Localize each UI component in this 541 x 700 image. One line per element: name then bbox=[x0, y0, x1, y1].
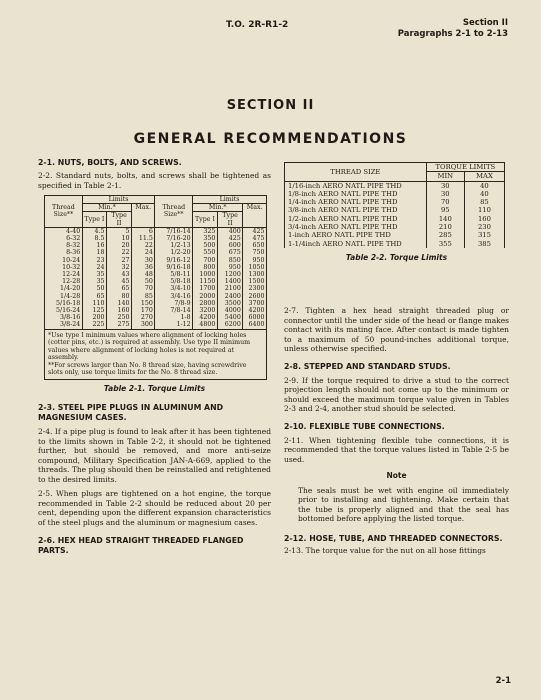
torque-cell: 1050 bbox=[243, 264, 267, 271]
to-number: T.O. 2R-R1-2 bbox=[226, 20, 289, 30]
torque-cell: 65 bbox=[107, 285, 132, 292]
torque-cell: 23 bbox=[82, 257, 106, 264]
torque-cell: 32 bbox=[107, 264, 132, 271]
torque-limits-table-2 bbox=[284, 162, 505, 248]
torque-cell: 150 bbox=[132, 300, 155, 307]
torque-cell: 65 bbox=[82, 293, 106, 300]
col-min: MIN bbox=[426, 172, 464, 181]
torque-cell: 22 bbox=[132, 242, 155, 249]
torque-cell: 6000 bbox=[243, 314, 267, 321]
torque-cell: 650 bbox=[243, 242, 267, 249]
torque-cell: 315 bbox=[464, 231, 504, 239]
torque-cell: 110 bbox=[82, 300, 106, 307]
table-1-note-1: *Use type I minimum values where alignment of locking holes (cotter pins, etc.) is required at assembly. Use type II minimum values where alignment of locking holes is not required at assembly. bbox=[48, 331, 251, 362]
thread-size-cell: 3/4-10 bbox=[155, 285, 193, 292]
torque-cell: 170 bbox=[132, 307, 155, 314]
torque-cell: 230 bbox=[464, 223, 504, 231]
torque-cell: 4.5 bbox=[82, 227, 106, 235]
torque-cell: 30 bbox=[132, 257, 155, 264]
torque-cell: 2400 bbox=[217, 293, 242, 300]
header-section-info bbox=[398, 18, 508, 40]
thread-size-cell: 5/8-11 bbox=[155, 271, 193, 278]
torque-cell: 110 bbox=[464, 206, 504, 214]
thread-size-cell: 3/4-16 bbox=[155, 293, 193, 300]
torque-cell: 425 bbox=[217, 235, 242, 242]
torque-cell: 475 bbox=[243, 235, 267, 242]
torque-cell: 1300 bbox=[243, 271, 267, 278]
torque-cell: 50 bbox=[132, 278, 155, 285]
table-row bbox=[285, 206, 505, 214]
main-title: GENERAL RECOMMENDATIONS bbox=[133, 131, 408, 147]
col-min-left: Min.* bbox=[82, 204, 131, 212]
table-row bbox=[45, 271, 267, 278]
torque-cell: 70 bbox=[132, 285, 155, 292]
torque-cell: 27 bbox=[107, 257, 132, 264]
torque-cell: 2300 bbox=[243, 285, 267, 292]
table-1-notes bbox=[45, 329, 267, 379]
table-row bbox=[45, 235, 267, 242]
right-column bbox=[284, 162, 509, 555]
thread-size-cell: 7/8-9 bbox=[155, 300, 193, 307]
heading-2-1: 2-1. NUTS, BOLTS, AND SCREWS. bbox=[38, 158, 182, 167]
torque-cell: 275 bbox=[107, 321, 132, 329]
torque-cell: 35 bbox=[82, 278, 106, 285]
torque-cell: 500 bbox=[193, 242, 218, 249]
table-row bbox=[285, 223, 505, 231]
paragraph-2-7: 2-7. Tighten a hex head straight threaded plug or connector until the under side of the head or flange makes contact with its mating face. After contact is made tighten to a maximum of 50 pound-inches additional torque, unless otherwise specified. bbox=[284, 306, 509, 354]
thread-size-cell: 12-28 bbox=[45, 278, 83, 285]
thread-size-cell: 1-12 bbox=[155, 321, 193, 329]
thread-size-cell: 9/16-18 bbox=[155, 264, 193, 271]
thread-size-cell: 1-1/4inch AERO NATL PIPE THD bbox=[285, 240, 427, 248]
table-row bbox=[285, 231, 505, 239]
col-limits-right: Limits bbox=[193, 196, 267, 204]
table-1-caption: Table 2-1. Torque Limits bbox=[103, 383, 206, 393]
torque-cell: 400 bbox=[217, 227, 242, 235]
torque-cell: 355 bbox=[426, 240, 464, 248]
torque-cell: 1500 bbox=[243, 278, 267, 285]
table-row bbox=[45, 285, 267, 292]
torque-cell: 250 bbox=[107, 314, 132, 321]
heading-2-10: 2-10. FLEXIBLE TUBE CONNECTIONS. bbox=[284, 421, 445, 431]
torque-cell: 6400 bbox=[243, 321, 267, 329]
left-column bbox=[38, 158, 271, 556]
thread-size-cell: 1/2-20 bbox=[155, 249, 193, 256]
thread-size-cell: 1/2-13 bbox=[155, 242, 193, 249]
table-1-note-2: **For screws larger than No. 8 thread size, having screwdrive slots only, use torque limits for the No. 8 thread size. bbox=[48, 361, 247, 377]
torque-cell: 800 bbox=[193, 264, 218, 271]
torque-cell: 43 bbox=[107, 271, 132, 278]
torque-cell: 210 bbox=[426, 223, 464, 231]
torque-cell: 36 bbox=[132, 264, 155, 271]
torque-cell: 1200 bbox=[217, 271, 242, 278]
torque-cell: 300 bbox=[132, 321, 155, 329]
torque-cell: 350 bbox=[193, 235, 218, 242]
torque-cell: 6 bbox=[132, 227, 155, 235]
torque-cell: 24 bbox=[82, 264, 106, 271]
table-row bbox=[45, 314, 267, 321]
torque-cell: 22 bbox=[107, 249, 132, 256]
thread-size-cell: 12-24 bbox=[45, 271, 83, 278]
thread-size-cell: 8-32 bbox=[45, 242, 83, 249]
thread-size-cell: 1/8-inch AERO NATL PIPE THD bbox=[285, 190, 427, 198]
torque-cell: 550 bbox=[193, 249, 218, 256]
heading-2-3: 2-3. STEEL PIPE PLUGS IN ALUMINUM AND MAGNESIUM CASES. bbox=[38, 403, 224, 423]
thread-size-cell: 8-36 bbox=[45, 249, 83, 256]
thread-size-cell: 1-8 bbox=[155, 314, 193, 321]
torque-cell: 40 bbox=[464, 190, 504, 198]
torque-cell: 5400 bbox=[217, 314, 242, 321]
torque-cell: 95 bbox=[426, 206, 464, 214]
heading-2-12: 2-12. HOSE, TUBE, AND THREADED CONNECTORS. bbox=[284, 533, 503, 543]
torque-cell: 16 bbox=[82, 242, 106, 249]
col-min-right: Min.* bbox=[193, 204, 243, 212]
table-row bbox=[285, 198, 505, 206]
torque-cell: 50 bbox=[82, 285, 106, 292]
table-row bbox=[285, 240, 505, 248]
thread-size-cell: 4-40 bbox=[45, 227, 83, 235]
torque-cell: 20 bbox=[107, 242, 132, 249]
torque-cell: 6200 bbox=[217, 321, 242, 329]
torque-cell: 8.5 bbox=[82, 235, 106, 242]
table-row bbox=[45, 321, 267, 329]
table-row bbox=[285, 190, 505, 198]
torque-cell: 2800 bbox=[193, 300, 218, 307]
thread-size-cell: 10-32 bbox=[45, 264, 83, 271]
torque-cell: 85 bbox=[132, 293, 155, 300]
torque-cell: 160 bbox=[464, 215, 504, 223]
torque-cell: 48 bbox=[132, 271, 155, 278]
torque-cell: 125 bbox=[82, 307, 106, 314]
torque-cell: 2600 bbox=[243, 293, 267, 300]
torque-cell: 750 bbox=[243, 249, 267, 256]
torque-cell: 4800 bbox=[193, 321, 218, 329]
torque-limits-table-1 bbox=[44, 195, 267, 380]
note-heading: Note bbox=[386, 471, 407, 481]
thread-size-cell: 1/16-inch AERO NATL PIPE THD bbox=[285, 181, 427, 190]
paragraph-2-5: 2-5. When plugs are tightened on a hot engine, the torque recommended in Table 2-2 should be reduced about 20 per cent, depending upon the different expansion characteristics of the steel plugs and the aluminum or magnesium cases. bbox=[38, 489, 271, 527]
col-max-right: Max. bbox=[243, 204, 267, 228]
col-max: MAX bbox=[464, 172, 504, 181]
torque-cell: 140 bbox=[107, 300, 132, 307]
torque-cell: 285 bbox=[426, 231, 464, 239]
table-row bbox=[45, 278, 267, 285]
table-row bbox=[45, 227, 267, 235]
thread-size-cell: 5/16-18 bbox=[45, 300, 83, 307]
torque-cell: 30 bbox=[426, 181, 464, 190]
col-type1-left: Type I bbox=[82, 212, 106, 227]
table-row bbox=[45, 264, 267, 271]
page-number: 2-1 bbox=[495, 676, 511, 686]
torque-cell: 5 bbox=[107, 227, 132, 235]
torque-cell: 80 bbox=[107, 293, 132, 300]
torque-cell: 3200 bbox=[193, 307, 218, 314]
torque-cell: 35 bbox=[82, 271, 106, 278]
torque-cell: 140 bbox=[426, 215, 464, 223]
col-thread-size-left: Thread Size** bbox=[45, 196, 83, 228]
torque-cell: 4200 bbox=[243, 307, 267, 314]
torque-limits-table-2-body bbox=[285, 181, 505, 248]
torque-cell: 160 bbox=[107, 307, 132, 314]
torque-cell: 325 bbox=[193, 227, 218, 235]
thread-size-cell: 3/8-inch AERO NATL PIPE THD bbox=[285, 206, 427, 214]
torque-cell: 850 bbox=[217, 257, 242, 264]
heading-2-8: 2-8. STEPPED AND STANDARD STUDS. bbox=[284, 361, 451, 371]
torque-cell: 200 bbox=[82, 314, 106, 321]
thread-size-cell: 1/4-inch AERO NATL PIPE THD bbox=[285, 198, 427, 206]
torque-cell: 2100 bbox=[217, 285, 242, 292]
col-thread-size-right: Thread Size** bbox=[155, 196, 193, 228]
thread-size-cell: 7/8-14 bbox=[155, 307, 193, 314]
torque-cell: 425 bbox=[243, 227, 267, 235]
thread-size-cell: 1/2-inch AERO NATL PIPE THD bbox=[285, 215, 427, 223]
torque-limits-table-1-body bbox=[45, 227, 267, 329]
torque-cell: 1700 bbox=[193, 285, 218, 292]
torque-cell: 225 bbox=[82, 321, 106, 329]
thread-size-cell: 6-32 bbox=[45, 235, 83, 242]
table-row bbox=[45, 257, 267, 264]
torque-cell: 270 bbox=[132, 314, 155, 321]
torque-cell: 950 bbox=[243, 257, 267, 264]
thread-size-cell: 9/16-12 bbox=[155, 257, 193, 264]
torque-cell: 70 bbox=[426, 198, 464, 206]
table-row bbox=[45, 249, 267, 256]
torque-cell: 11.5 bbox=[132, 235, 155, 242]
torque-cell: 30 bbox=[426, 190, 464, 198]
table-row bbox=[45, 293, 267, 300]
col-torque-limits: TORQUE LIMITS bbox=[426, 163, 504, 172]
note-text: The seals must be wet with engine oil immediately prior to installing and tightening. Make certain that the tube is properly aligned and that the seal has bottomed before applying the listed torque. bbox=[298, 485, 509, 524]
torque-cell: 4200 bbox=[193, 314, 218, 321]
thread-size-cell: 7/16-20 bbox=[155, 235, 193, 242]
thread-size-cell: 5/8-18 bbox=[155, 278, 193, 285]
paragraph-2-13: 2-13. The torque value for the nut on all hose fittings bbox=[284, 545, 486, 555]
table-row bbox=[45, 300, 267, 307]
table-row bbox=[45, 242, 267, 249]
thread-size-cell: 3/4-inch AERO NATL PIPE THD bbox=[285, 223, 427, 231]
thread-size-cell: 5/16-24 bbox=[45, 307, 83, 314]
col-thread-size: THREAD SIZE bbox=[285, 163, 427, 182]
torque-cell: 10 bbox=[107, 235, 132, 242]
torque-cell: 1400 bbox=[217, 278, 242, 285]
torque-cell: 385 bbox=[464, 240, 504, 248]
torque-cell: 18 bbox=[82, 249, 106, 256]
torque-cell: 3500 bbox=[217, 300, 242, 307]
torque-cell: 600 bbox=[217, 242, 242, 249]
paragraph-2-11: 2-11. When tightening flexible tube connections, it is recommended that the torque values listed in Table 2-5 be used. bbox=[284, 435, 509, 464]
torque-cell: 700 bbox=[193, 257, 218, 264]
paragraph-2-2: 2-2. Standard nuts, bolts, and screws shall be tightened as specified in Table 2-1. bbox=[38, 171, 271, 190]
col-max-left: Max. bbox=[132, 204, 155, 228]
thread-size-cell: 1/4-28 bbox=[45, 293, 83, 300]
table-row bbox=[285, 181, 505, 190]
thread-size-cell: 7/16-14 bbox=[155, 227, 193, 235]
table-row bbox=[285, 215, 505, 223]
col-type2-left: Type II bbox=[107, 212, 132, 227]
torque-cell: 45 bbox=[107, 278, 132, 285]
table-row bbox=[45, 307, 267, 314]
table-2-caption: Table 2-2. Torque Limits bbox=[345, 252, 448, 262]
torque-cell: 1150 bbox=[193, 278, 218, 285]
torque-cell: 24 bbox=[132, 249, 155, 256]
torque-cell: 3700 bbox=[243, 300, 267, 307]
torque-cell: 1000 bbox=[193, 271, 218, 278]
header-section: Section II bbox=[462, 18, 508, 28]
thread-size-cell: 3/8-24 bbox=[45, 321, 83, 329]
paragraph-2-4: 2-4. If a pipe plug is found to leak after it has been tightened to the limits shown in Table 2-2, it should not be tightened further, but should be removed, and more anti-seize compound, Military Specification JAN-A-669, applied to the threads. The plug should then be reinstalled and retightened to the desired limits. bbox=[38, 427, 271, 484]
thread-size-cell: 1/4-20 bbox=[45, 285, 83, 292]
col-type1-right: Type I bbox=[193, 212, 218, 227]
thread-size-cell: 1-inch AERO NATL PIPE THD bbox=[285, 231, 427, 239]
col-limits-left: Limits bbox=[82, 196, 155, 204]
thread-size-cell: 3/8-16 bbox=[45, 314, 83, 321]
torque-cell: 4000 bbox=[217, 307, 242, 314]
paragraph-2-9: 2-9. If the torque required to drive a stud to the correct projection length should not come up to the minimum or should exceed the maximum torque value given in Tables 2-3 and 2-4, another stud should be selected. bbox=[284, 375, 509, 414]
header-paragraphs: Paragraphs 2-1 to 2-13 bbox=[397, 29, 508, 39]
section-title: SECTION II bbox=[226, 98, 315, 113]
torque-cell: 675 bbox=[217, 249, 242, 256]
heading-2-6: 2-6. HEX HEAD STRAIGHT THREADED FLANGED PARTS. bbox=[38, 536, 244, 556]
torque-cell: 40 bbox=[464, 181, 504, 190]
torque-cell: 85 bbox=[464, 198, 504, 206]
thread-size-cell: 10-24 bbox=[45, 257, 83, 264]
torque-cell: 2000 bbox=[193, 293, 218, 300]
torque-cell: 950 bbox=[217, 264, 242, 271]
col-type2-right: Type II bbox=[217, 212, 242, 227]
